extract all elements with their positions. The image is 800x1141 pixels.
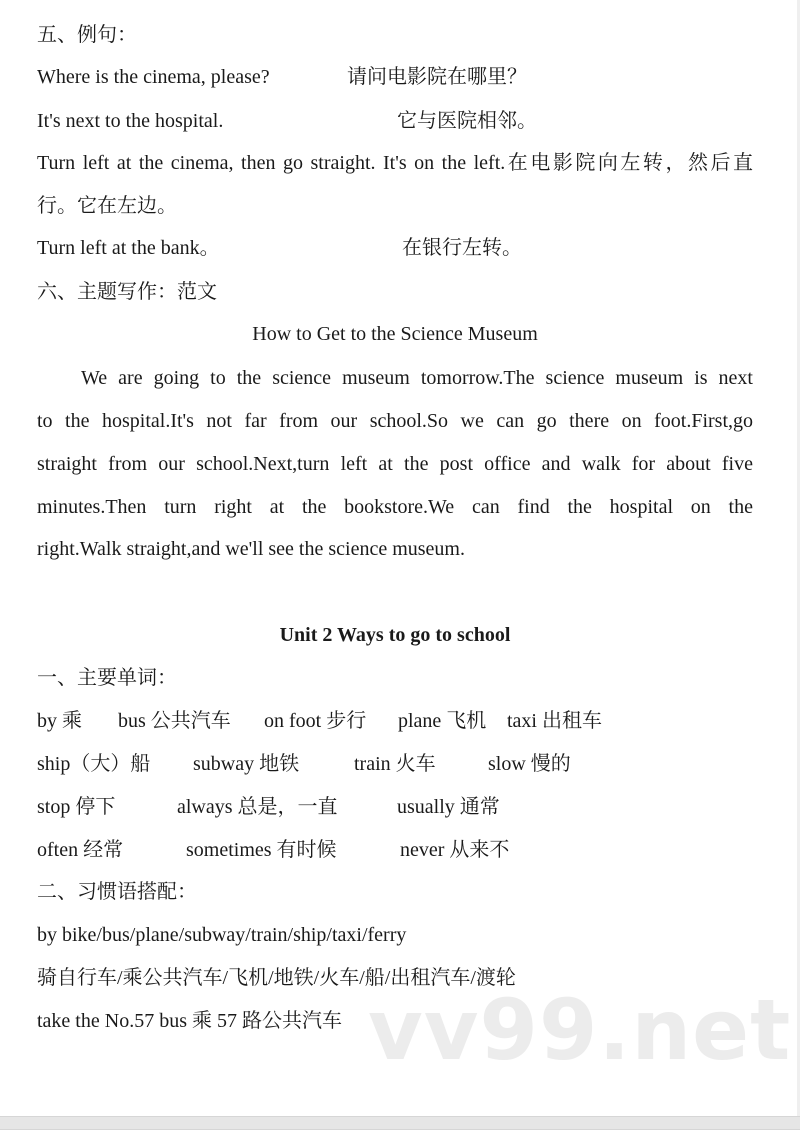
section-heading-phrases: 二、习惯语搭配： xyxy=(37,881,197,903)
vocab-item: subway 地铁 xyxy=(193,753,300,775)
essay-title: How to Get to the Science Museum xyxy=(252,323,538,345)
essay-line: We are going to the science museum tomorrow.The science museum is next xyxy=(81,367,753,389)
section-heading-examples: 五、例句： xyxy=(37,24,137,46)
section-heading-writing: 六、主题写作：范文 xyxy=(37,281,217,303)
section-heading-vocab: 一、主要单词： xyxy=(37,667,177,689)
phrase-line: take the No.57 bus 乘 57 路公共汽车 xyxy=(37,1010,342,1032)
example-sentence-zh: 请问电影院在哪里？ xyxy=(347,66,527,88)
vocab-item: never 从来不 xyxy=(400,839,510,861)
essay-line: straight from our school.Next,turn left at the post office and walk for about five xyxy=(37,453,753,475)
vocab-item: by 乘 xyxy=(37,710,82,732)
vocab-item: ship（大）船 xyxy=(37,753,151,775)
example-sentence-zh: 在银行左转。 xyxy=(402,237,522,259)
example-sentence-zh: 它与医院相邻。 xyxy=(397,110,537,132)
vocab-item: stop 停下 xyxy=(37,796,116,818)
essay-line: right.Walk straight,and we'll see the science museum. xyxy=(37,538,465,560)
unit-title: Unit 2 Ways to go to school xyxy=(279,624,511,646)
vocab-item: taxi 出租车 xyxy=(507,710,602,732)
vocab-item: always 总是，一直 xyxy=(177,796,338,818)
vocab-item: bus 公共汽车 xyxy=(118,710,231,732)
vocab-item: sometimes 有时候 xyxy=(186,839,337,861)
watermark: vv99.net xyxy=(368,981,792,1079)
example-sentence-en: It's next to the hospital. xyxy=(37,110,224,132)
essay-line: minutes.Then turn right at the bookstore.We can find the hospital on the xyxy=(37,496,753,518)
vocab-item: often 经常 xyxy=(37,839,124,861)
phrase-line: by bike/bus/plane/subway/train/ship/taxi/ferry xyxy=(37,924,407,946)
example-sentence-en: Where is the cinema, please? xyxy=(37,66,270,88)
example-sentence-zh: 行。它在左边。 xyxy=(37,195,177,217)
example-sentence-en: Turn left at the cinema, then go straight. It's on the left.在电影院向左转，然后直 xyxy=(37,152,753,174)
vocab-item: plane 飞机 xyxy=(398,710,487,732)
essay-line: to the hospital.It's not far from our school.So we can go there on foot.First,go xyxy=(37,410,753,432)
example-sentence-en: Turn left at the bank。 xyxy=(37,237,220,259)
vocab-item: usually 通常 xyxy=(397,796,500,818)
vocab-item: slow 慢的 xyxy=(488,753,571,775)
vocab-item: train 火车 xyxy=(354,753,436,775)
vocab-item: on foot 步行 xyxy=(264,710,367,732)
page-break xyxy=(0,1116,800,1130)
phrase-line: 骑自行车/乘公共汽车/飞机/地铁/火车/船/出租汽车/渡轮 xyxy=(37,967,516,989)
